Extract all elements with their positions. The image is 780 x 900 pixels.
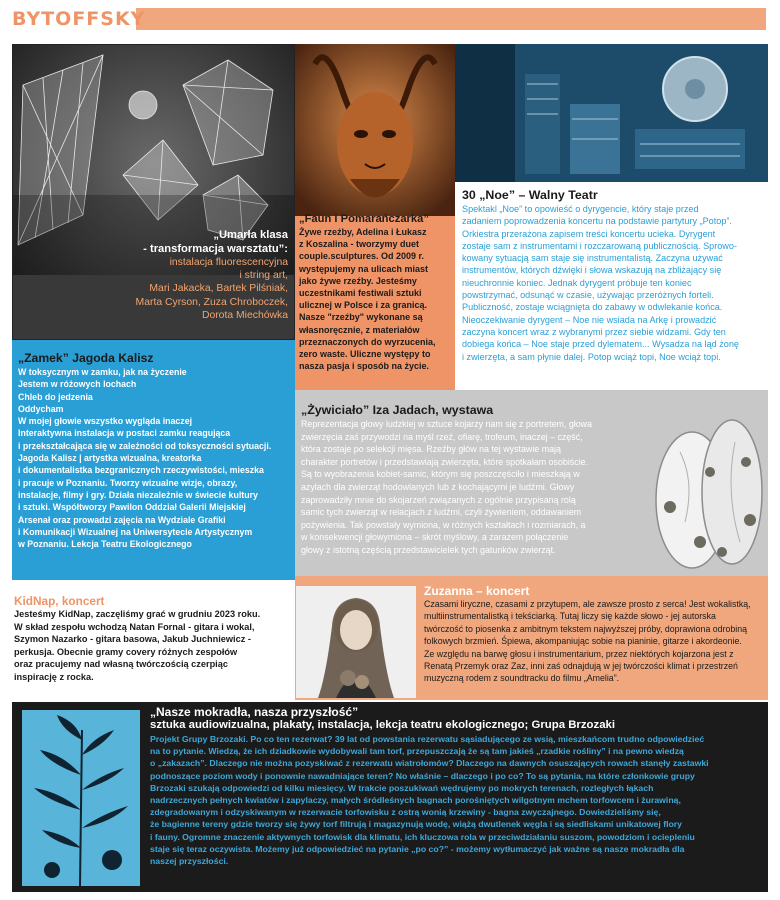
zuzanna-line: Ze względu na barwę głosu i instrumentarium, przez niektórych kojarzona jest z	[424, 648, 734, 659]
zamek-line: Interaktywna instalacja w postaci zamku reagująca	[18, 428, 231, 439]
mokradla-subtitle: sztuka audiowizualna, plakaty, instalacja, lekcja teatru ekologicznego; Grupa Brzozaki	[150, 719, 616, 732]
faun-line: własnoręcznie, z materiałów	[299, 324, 420, 335]
logo: BYTOFFSKY	[12, 8, 146, 30]
kidnap-line: oraz pracujemy nad własną twórczością czerpiąc	[14, 659, 228, 670]
mokradla-line: Projekt Grupy Brzozaki. Po co ten rezerwat? 39 lat od powstania rezerwatu sąsiadującego ze wsią, mieszkańcom trudno odpowiedzieć	[150, 734, 705, 744]
noe-title: 30 „Noe” – Walny Teatr	[462, 188, 598, 202]
zywicialo-text	[301, 402, 661, 557]
kidnap-line: inspirację z rocka.	[14, 671, 94, 682]
mokradla-line: podnoszące poziom wody i ponownie nawadniające teren? No właśnie – dlaczego i po co? To są pytania, na które członkowie grupy	[150, 770, 695, 781]
zuzanna-line: twórczość to piosenka z ambitnym tekstem najwyższej próby, doprawiona odrobiną	[424, 623, 748, 634]
faun-line: z Koszalina - tworzymy duet	[299, 239, 420, 250]
noe-line: powstrzymać, odsunąć w czasie, używając przeróżnych forteli.	[462, 290, 714, 301]
mokradla-line: na to pytanie. Wiedzą, że ich dziadkowie wydobywali tam torf, przepuszczają że są tam jakieś „rzadkie rośliny” i na pewno wiedzą	[150, 746, 684, 757]
faun-line: Nasze "rzeźby" wykonane są	[299, 312, 423, 323]
mokradla-cyanotype	[22, 710, 140, 886]
noe-line: zaczyna koncert wraz z wybranymi przez siebie widzami. Gdy ten	[462, 326, 726, 337]
faun-line: przeznaczonych do wyrzucenia,	[299, 336, 436, 347]
mokradla-line: zdegradowanym i odzyskiwanym w rezerwacie torfowisku z ostrą wonią krzewiny - bagna zwyczajnego. Dowiedzieliśmy się,	[150, 807, 661, 818]
zamek-line: Oddycham	[18, 403, 64, 414]
zywicialo-line: w konsekwencji głowymiona – skrót myślowy, a zarazem połączenie	[301, 532, 569, 543]
mokradla-line: i fauny. Ogromne znaczenie aktywnych torfowisk dla klimatu, ich kluczowa rola w przeciwdziałaniu suszom, powodziom i ociepleniu	[150, 831, 695, 842]
noe-line: Publiczność, zostaje wciągnięta do zabawy w odwlekanie końca.	[462, 302, 723, 313]
zywicialo-body	[301, 418, 661, 557]
zywicialo-line: głowy z istotną częścią przedstawicielek tych gatunków zwierząt.	[301, 544, 556, 555]
zuzanna-line: multiinstrumentalistką i tekściarką. Tutaj liczy się każde słowo - jej autorska	[424, 611, 716, 622]
zuzanna-line: muzyczną rodem z soundtracku do filmu „Amelia”.	[424, 673, 620, 684]
zamek-body	[18, 366, 293, 550]
noe-line: Spektakl „Noe” to opowieść o dyrygencie, który staje przed	[462, 204, 699, 214]
zamek-line: Jagoda Kalisz | artystka wizualna, kreatorka	[18, 453, 202, 464]
faun-body	[299, 226, 454, 372]
kidnap-text	[14, 594, 294, 684]
faun-line: nasza pasja i sposób na życie.	[299, 361, 430, 372]
umarla-names-line3: Dorota Miechówka	[201, 309, 288, 321]
noe-text	[462, 187, 768, 363]
zywicialo-line: Są to wyobrażenia kobiet-samic, którym się poszczęściło i mieszkają w	[301, 469, 580, 480]
noe-line: Orkiestra przerażona zapisem treści koncertu ucieka. Dyrygent	[462, 228, 716, 239]
zamek-line: i pracuje w Poznaniu. Tworzy wizualne wizje, obrazy,	[18, 477, 238, 488]
zamek-line: Arsenał oraz prowadzi zajęcia na Wydziale Grafiki	[18, 514, 226, 525]
zamek-line: i sztuki. Współtworzy Pawilon Oddział Galerii Miejskiej	[18, 502, 246, 513]
noe-body	[462, 203, 768, 363]
mokradla-line: naszej przyszłości.	[150, 856, 229, 867]
zuzanna-line: Renatą Przemyk oraz Zaz, inni zaś odnajdują w jej twórczości klimat i przestrzeń	[424, 661, 738, 672]
mokradla-line: staje się teraz oczywista. Możemy już odpowiedzieć na pytanie „po co?” - możemy wytłumaczyć jak ważne są nasze mokradła dla	[150, 843, 685, 854]
zamek-line: Chleb do jedzenia	[18, 391, 93, 402]
zamek-line: W toksycznym w zamku, jak na życzenie	[18, 367, 187, 377]
zamek-line: instalacje, filmy i gry. Działa niezależnie w świecie kultury	[18, 489, 258, 500]
zywicialo-line: zaprowadziły mnie do skojarzeń związanych z ogólnie przypisaną rolą	[301, 494, 576, 505]
mokradla-line: nadrzecznych pełnych kwiatów i zapylaczy, małych śródleśnych bagnach porośniętych wilgotnym mchem torfowcem i żurawiną,	[150, 795, 681, 806]
faun-line: uczestnikami festiwali sztuki	[299, 288, 422, 299]
kidnap-line: perkusja. Obecnie gramy covery różnych zespołów	[14, 646, 238, 657]
zywicialo-line: pożywienia. Tak powstały wymiona, w różnych kształtach i rozmiarach, a	[301, 519, 586, 530]
zamek-line: Jestem w różowych lochach	[18, 379, 137, 390]
plant-cyanotype-illustration	[22, 710, 140, 886]
umarla-title-line2: - transformacja warsztatu”:	[143, 243, 288, 255]
faun-line: jako żywe rzeźby. Jesteśmy	[299, 275, 417, 286]
noe-line: Nieoczekiwanie dyrygent – Noe nie wsiada na Arkę i prowadzić	[462, 314, 717, 325]
zywicialo-line: zwierzęcia zaś przywodzi na myśl rzeź, ofiarę, trofeum, inaczej – część,	[301, 431, 583, 442]
mokradla-body	[150, 733, 764, 867]
kidnap-line: Szymon Nazarko - gitara basowa, Jakub Juchniewicz -	[14, 634, 251, 645]
zuzanna-text	[424, 584, 768, 685]
faun-line: Żywe rzeźby, Adelina i Łukasz	[299, 227, 427, 237]
faun-line: couple.sculptures. Od 2009 r.	[299, 251, 425, 262]
umarla-sub-line1: instalacja fluorescencyjna	[169, 257, 288, 268]
faun-title: „Faun i Pomarańczarka”	[299, 213, 429, 225]
zuzanna-title: Zuzanna – koncert	[424, 584, 530, 598]
zywicialo-line: Reprezentacja głowy ludzkiej w sztuce kojarzy nam się z portretem, głowa	[301, 419, 593, 429]
umarla-sub-line2: i string art,	[239, 270, 288, 282]
umarla-caption	[60, 228, 288, 322]
mokradla-title: „Nasze mokradła, nasza przyszłość”	[150, 705, 359, 719]
zywicialo-line: samic tych zwierząt w relacjach z ludźmi, czyli żywieniem, oddawaniem	[301, 507, 582, 518]
noe-line: kowany sytuacją sam staje się instrumentalistą. Zaczyna używać	[462, 253, 723, 264]
faun-line: ulicznej w Polsce i za granicą.	[299, 300, 428, 311]
faun-line: występujemy na ulicach miast	[299, 263, 429, 274]
zuzanna-body	[424, 598, 768, 685]
zywicialo-line: azylach dla zwierząt hodowlanych lub z kochającymi je ludźmi. Głowy	[301, 481, 575, 492]
noe-line: instrumentów, których dźwięki i słowa wskazują na zbliżający się	[462, 265, 722, 276]
zywicialo-line: która zostaje po selekcji mięsa. Rzeźby głów na tej wystawie mają	[301, 444, 561, 455]
noe-line: nieuchronnie koniec. Jednak dyrygent próbuje ten koniec	[462, 277, 692, 288]
zamek-line: w Poznaniu. Lekcja Teatru Ekologicznego	[18, 539, 192, 550]
zuzanna-line: Czasami liryczne, czasami z przytupem, ale zawsze prosto z serca! Jest wokalistką,	[424, 599, 751, 609]
umarla-title-line1: „Umarła klasa	[213, 229, 288, 241]
mokradla-line: Brzozaki szukają odpowiedzi od kilku miesięcy. W trakcie poszukiwań wędrujemy po mokrych terenach, rozległych łąkach	[150, 782, 654, 793]
faun-line: zero waste. Uliczne występy to	[299, 349, 431, 360]
zamek-line: i Komunikacji Wizualnej na Uniwersytecie Artystycznym	[18, 526, 253, 537]
zamek-line: i dokumentalistka bezgranicznych rzeczywistości, mieszka	[18, 465, 264, 476]
singer-portrait	[296, 586, 416, 698]
faun-text	[299, 212, 454, 372]
kidnap-body	[14, 608, 294, 684]
faun-photo	[295, 44, 455, 216]
umarla-names-line2: Marta Cyrson, Zuza Chroboczek,	[135, 296, 288, 308]
mokradla-line: o „zakazach”. Dlaczego nie można pozyskiwać z rezerwatu wiatrołomów? Dlaczego na dawnych osuszających rowach stanęły zastawki	[150, 758, 709, 769]
mokradla-line: że bagienne tereny gdzie tworzy się żywy torf filtrują i magazynują wodę, wiążą dwutlenek węgla i są siedliskami unikatowej flory	[150, 819, 683, 830]
noe-line: i zwierzęta, a sam płynie dalej. Potop wciąż topi, Noe wciąż topi.	[462, 351, 721, 362]
zuzanna-line: folkowych brzmień. Śpiewa, akompaniując sobie na pianinie, gitarze i akordeonie.	[424, 636, 742, 647]
noe-photo	[455, 44, 768, 182]
noe-line: zadaniem poprowadzenia koncertu na podstawie partytury „Potop”.	[462, 216, 732, 227]
faun-mask-illustration	[295, 44, 455, 216]
mokradla-text	[150, 706, 764, 867]
noe-instruments-illustration	[455, 44, 768, 182]
noe-line: dobiega końca – Noe staje przed dylematem... Wysadza na ląd żonę	[462, 339, 739, 350]
kidnap-line: W skład zespołu wchodzą Natan Fornal - gitara i wokal,	[14, 621, 255, 632]
umarla-names-line1: Mari Jakacka, Bartek Pilśniak,	[149, 283, 288, 295]
kidnap-line: Jesteśmy KidNap, zaczęliśmy grać w grudniu 2023 roku.	[14, 609, 261, 619]
zywicialo-line: charakter portretów i przedstawiają zwierzęta, które spotkałam osobiście.	[301, 456, 589, 467]
zamek-title: „Zamek” Jagoda Kalisz	[18, 351, 154, 365]
zamek-text	[18, 350, 293, 550]
zywicialo-title: „Żywiciało” Iza Jadach, wystawa	[301, 403, 494, 417]
zuzanna-photo	[296, 586, 416, 698]
zamek-line: W mojej głowie wszystko wygląda inaczej	[18, 416, 193, 427]
noe-line: zostaje sam z instrumentami i rozczarowaną publicznością. Sprowo-	[462, 240, 737, 251]
zamek-line: i przekształcająca się w zależności od toksyczności sytuacji.	[18, 440, 272, 451]
kidnap-title: KidNap, koncert	[14, 594, 105, 608]
